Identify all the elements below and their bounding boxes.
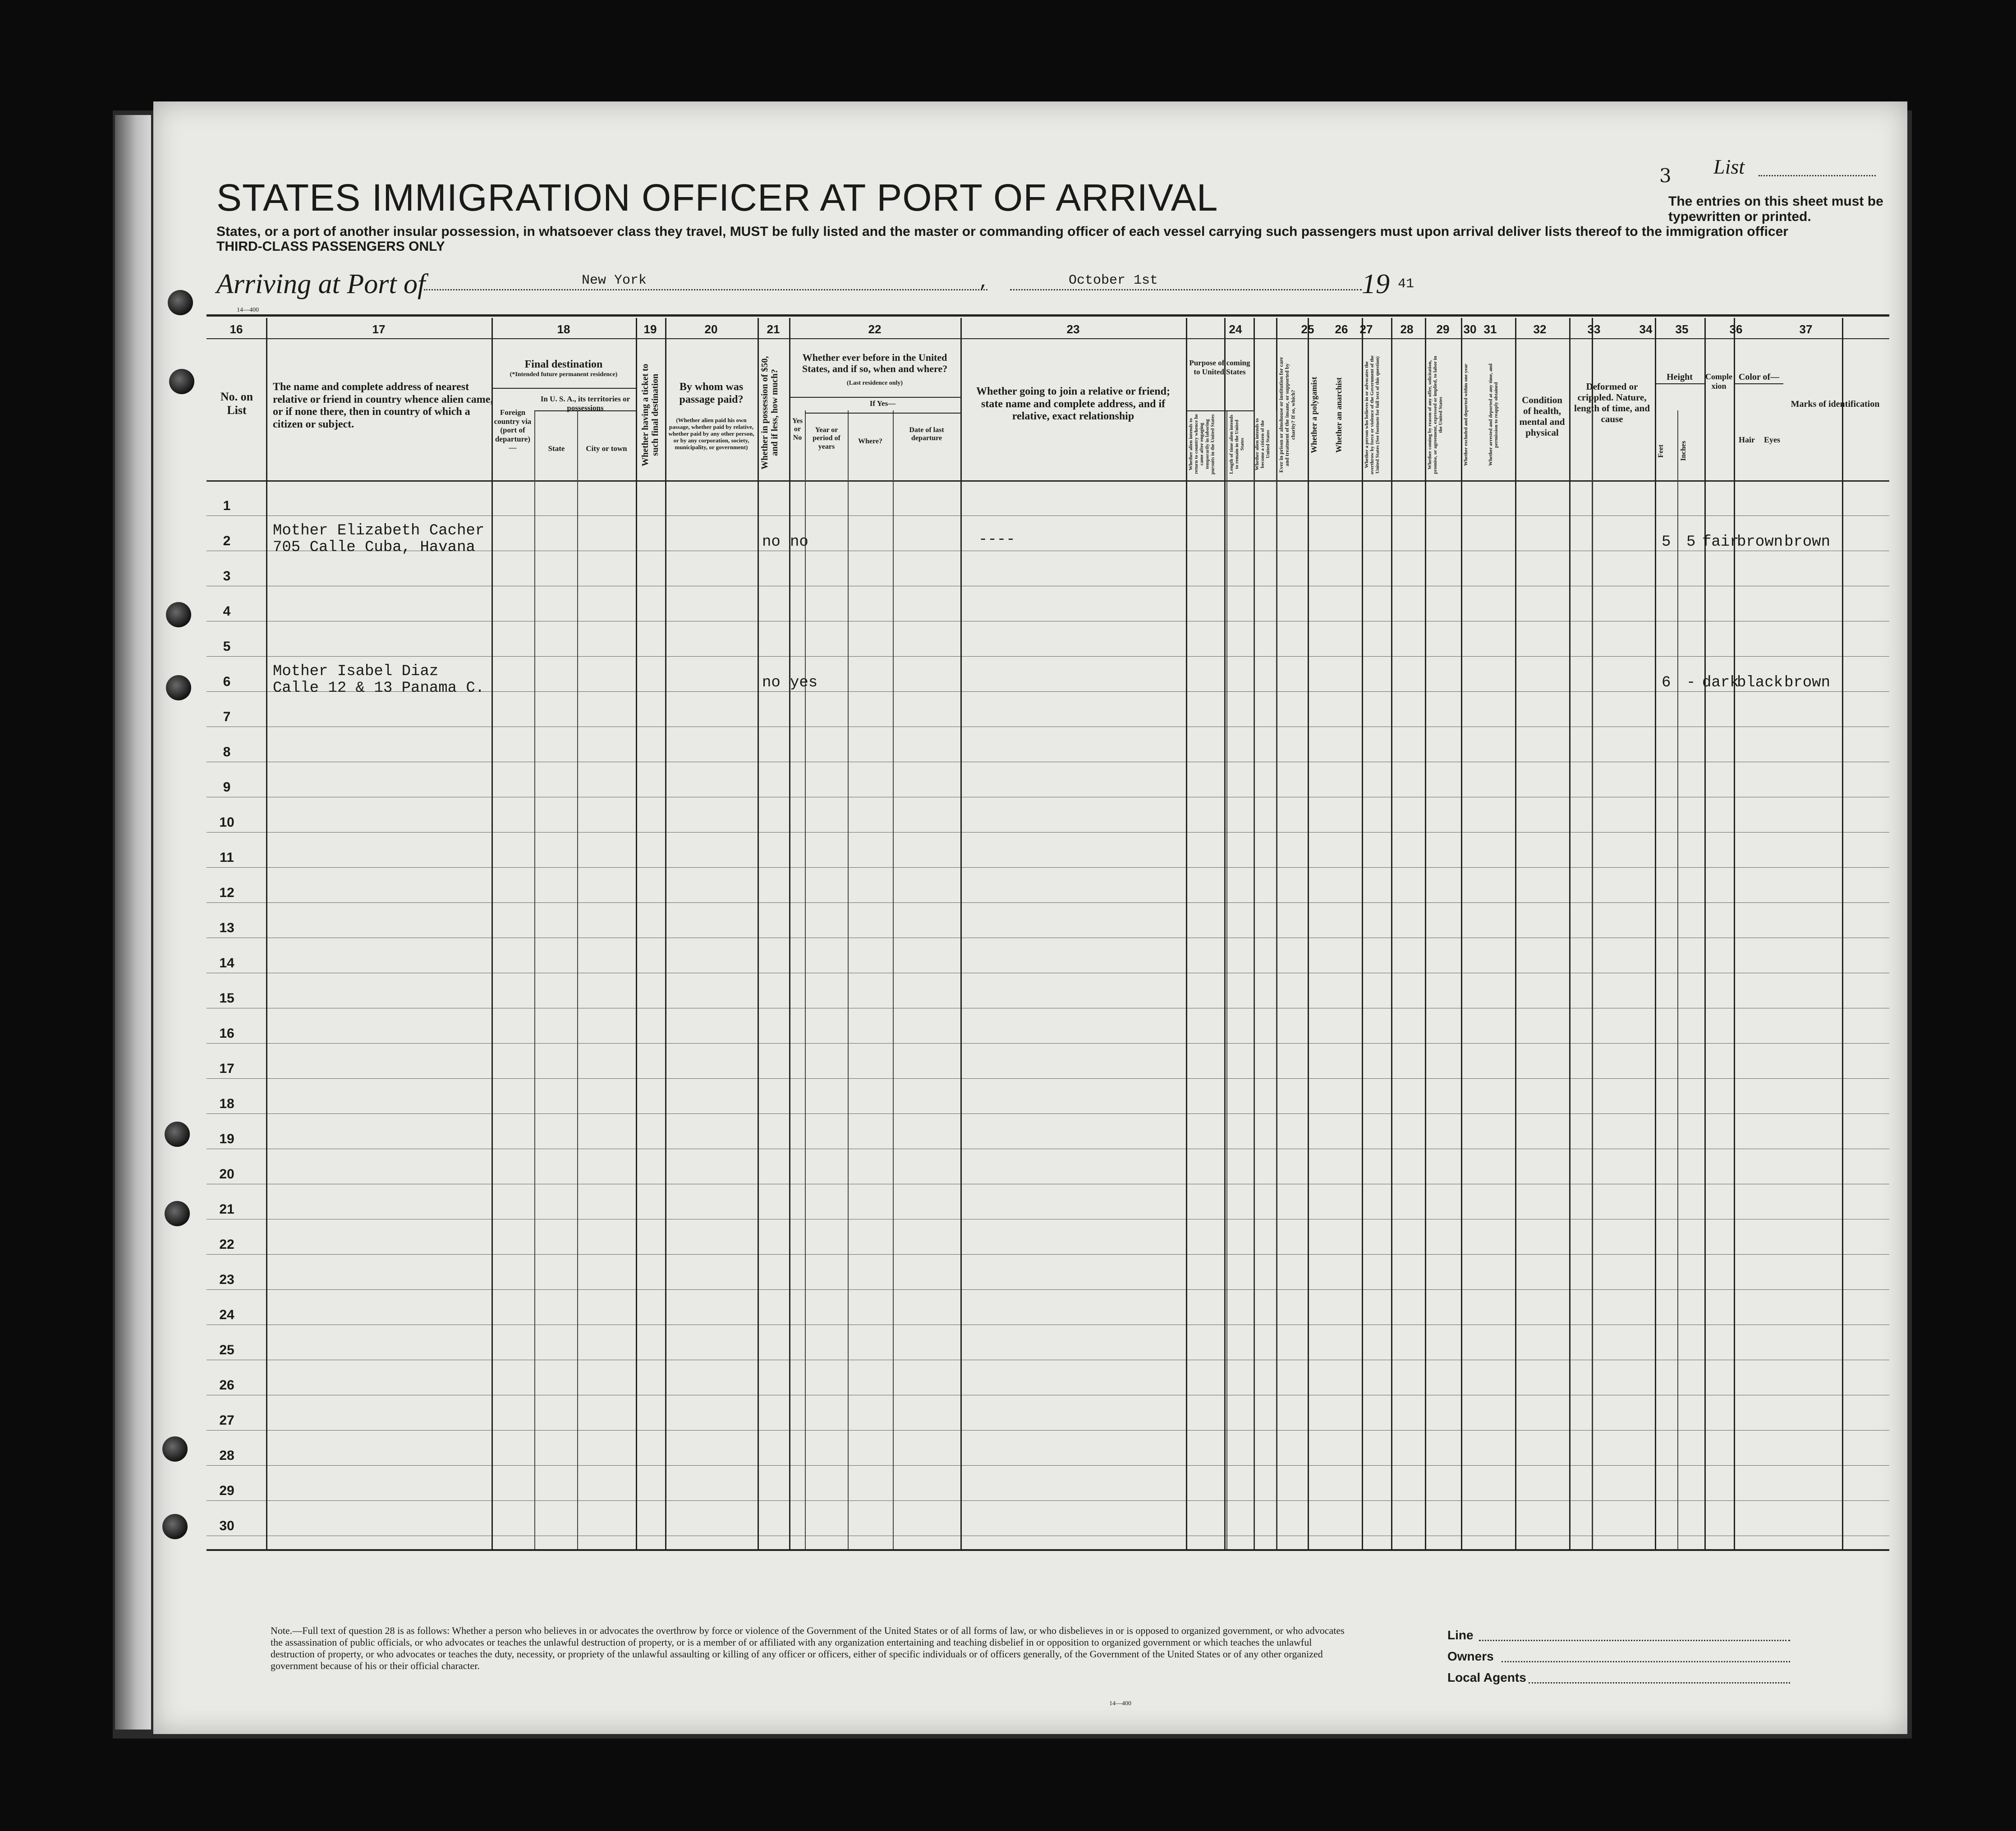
row-number: 24 <box>219 1307 234 1322</box>
sub-rule-36 <box>1734 383 1783 384</box>
header-in-usa: In U. S. A., its territories or possessions <box>540 395 630 412</box>
relative-address: 705 Calle Cuba, Havana <box>273 539 475 556</box>
row-rule <box>207 1043 1889 1044</box>
row-number: 11 <box>220 850 234 865</box>
subcolumn-rule <box>1276 410 1277 1549</box>
port-value: New York <box>582 273 647 288</box>
column-rule <box>1461 318 1462 1549</box>
row-number: 27 <box>219 1413 234 1428</box>
column-rule <box>636 318 637 1549</box>
line-dotline <box>1479 1639 1790 1641</box>
before-value: yes <box>790 674 818 691</box>
header-inches: Inches <box>1680 441 1687 461</box>
row-number: 23 <box>219 1272 234 1287</box>
owners-dotline <box>1502 1661 1790 1662</box>
column-rule <box>1734 318 1735 1549</box>
row-rule <box>207 1500 1889 1501</box>
subcolumn-rule <box>1226 410 1227 1549</box>
date-value: October 1st <box>1069 273 1158 288</box>
subcolumn-rule <box>534 410 535 1549</box>
join-value: ---- <box>978 531 1015 548</box>
header-state: State <box>548 444 565 453</box>
height-inches: 5 <box>1686 534 1696 551</box>
date-line <box>1010 289 1362 290</box>
row-rule <box>207 1289 1889 1290</box>
column-number: 33 <box>1587 322 1601 336</box>
column-rule <box>1391 318 1392 1549</box>
header-passage-paid-sub: (Whether alien paid his own passage, whether paid by relative, whether paid by any other person, or by any corporation, society, municipality, or government) <box>668 417 754 451</box>
entries-note: The entries on this sheet must be typewritten or printed. <box>1668 194 1883 224</box>
header-foreign-country: Foreign country via (port of departure)— <box>494 408 532 452</box>
row-number: 10 <box>219 815 234 830</box>
row-number: 5 <box>223 639 231 654</box>
column-rule <box>1362 318 1363 1549</box>
header-anarchist: Whether an anarchist <box>1334 377 1343 453</box>
list-line <box>1759 175 1876 176</box>
header-purpose-b: Length of time alien intends to remain in the United States <box>1229 414 1245 474</box>
hair-value: brown <box>1737 534 1783 551</box>
agents-label: Local Agents <box>1447 1670 1526 1684</box>
header-ever-before: Whether ever before in the United States, and if so, when and where? <box>802 352 948 375</box>
column-number: 30 <box>1463 322 1477 336</box>
subcolumn-rule <box>805 410 806 1549</box>
subcolumn-rule <box>577 410 578 1549</box>
header-complexion: Complexion <box>1705 372 1732 391</box>
hair-value: black <box>1737 674 1783 691</box>
column-number: 27 <box>1359 322 1373 336</box>
header-date-departure: Date of last departure <box>909 426 944 442</box>
sub-rule-34 <box>1655 383 1704 384</box>
row-number: 12 <box>219 885 234 900</box>
column-number: 34 <box>1639 322 1653 336</box>
column-rule <box>1842 318 1843 1549</box>
row-number: 6 <box>223 674 231 689</box>
row-rule <box>207 1113 1889 1114</box>
table-top-rule <box>207 314 1889 317</box>
column-rule <box>1515 318 1516 1549</box>
header-color-of: Color of— <box>1738 372 1780 382</box>
header-excluded: Whether excluded and deported within one year <box>1463 363 1469 466</box>
header-purpose-c: Whether alien intends to become a citizen of the United States <box>1254 418 1271 470</box>
column-rule <box>960 318 962 1549</box>
form-title: STATES IMMIGRATION OFFICER AT PORT OF ARRIVAL <box>216 176 1218 219</box>
agents-dotline <box>1529 1682 1790 1684</box>
height-feet: 6 <box>1662 674 1671 691</box>
punch-hole <box>169 369 194 394</box>
header-no-on-list: No. on List <box>220 390 253 417</box>
column-rule <box>1425 318 1426 1549</box>
column-rule <box>1569 318 1571 1549</box>
subcolumn-rule <box>1677 410 1678 1549</box>
column-rule <box>789 318 790 1549</box>
column-number: 36 <box>1729 322 1743 336</box>
header-final-destination: Final destination <box>524 359 603 370</box>
column-number: 21 <box>767 322 780 336</box>
port-line <box>424 289 987 290</box>
row-rule <box>207 1254 1889 1255</box>
column-number: 18 <box>557 322 570 336</box>
height-inches: - <box>1686 674 1696 691</box>
column-rule <box>491 318 493 1549</box>
column-number: 29 <box>1436 322 1450 336</box>
header-if-yes: If Yes— <box>869 399 896 408</box>
year-suffix: 41 <box>1398 276 1414 292</box>
header-arrested: Whether arrested and deported at any time, and permission to reapply obtained <box>1488 363 1499 466</box>
row-number: 30 <box>219 1518 234 1533</box>
punch-hole <box>165 1201 190 1226</box>
punch-hole <box>162 1514 188 1539</box>
row-rule <box>207 902 1889 903</box>
sub-rule-22 <box>789 397 960 398</box>
row-number: 22 <box>219 1237 234 1252</box>
row-number: 8 <box>223 745 231 759</box>
row-number: 18 <box>219 1096 234 1111</box>
subcolumn-rule <box>848 410 849 1549</box>
column-number: 19 <box>643 322 657 336</box>
row-rule <box>207 656 1889 657</box>
punch-hole <box>166 675 191 700</box>
row-number: 17 <box>219 1061 234 1076</box>
column-number: 35 <box>1675 322 1689 336</box>
header-prison: Ever in prison or almshouse or institution for care and treatment of the insane, or supported by charity? If so, which? <box>1278 357 1296 473</box>
header-ever-before-sub: (Last residence only) <box>846 380 903 386</box>
row-number: 14 <box>219 956 234 971</box>
row-number: 28 <box>219 1448 234 1463</box>
row-number: 26 <box>219 1378 234 1393</box>
number-row-rule <box>207 338 1889 339</box>
punch-hole <box>162 1436 188 1462</box>
manifest-sheet: STATES IMMIGRATION OFFICER AT PORT OF ARRIVAL States, or a port of another insular possession, in whatsoever class they travel, MUST be fully listed and the master or commanding officer of each vessel carrying such passengers must upon arrival deliver lists thereof to the immigration officer THIRD-CLASS PASSENGERS ONLY Arriving at Port of New York , October 1st 19 41 3 List The entries on this sheet must be typewritten or printed. 14—400 16 17 18 19 20 21 22 23 24 25 26 27 28 29 30 31 32 33 34 35 36 37 No. on List The name and complete address of nearest relative or friend in country whence alien came, or if none there, then in country of which a citizen or subject. Final destination (*Intended future permanent residence) Foreign country via (port of departure)— In U. S. A., its territories or possessions State City or town Whether having a ticket to such final destination By whom was passage paid? (Whether alien paid his own passage, whether paid by relative, whether paid by any other person, or by any corporation, society, municipality, or government) Whether in possession of $50, and if less, how much? Whether ever before in the United States, and if so, when and where? (Last residence only) If Yes— Yes or No Year or period of years Where? Date of last departure Whether going to join a relative or friend; state name and complete address, and if relative, exact relationship Purpose of coming to United States Whether alien intends to return to country whence he came after engaging temporarily in laboring pursuits in the United States Length of time alien intends to remain in the United States Whether alien intends to become a citizen of the United States Ever in prison or almshouse or institution for care and treatment of the insane, or supported by charity? If so, which? Whether a polygamist Whether an anarchist Whether a person who believes in or advocates the overthrow by force or violence of the Government of the United States (See footnote for full text of this question) Whether coming by reason of any offer, solicitation, promise, or agreement, expressed or implied, to labor in the United States Whether excluded and deported within one year Whether arrested and deported at any time, and permission to reapply obtained Condition of health, mental and physical Deformed or crippled. Nature, length of time, and cause Height Feet Inches Complexion Color of— Hair Eyes Marks of identification 1 2 Mother Elizabeth Cacher 705 Calle Cuba, Havana no no ---- 5 5 fair brown brown 3 4 5 6 Mother Isabel Diaz Calle 12 & 13 Panama C. no yes 6 - dark black brown 7 8 9 10 11 12 13 14 15 16 17 18 19 20 21 22 23 24 25 26 27 28 29 30 Note.—Full text of question 28 is as follows: Whether a person who believes in or advocates the overthrow by force or violence of the Government of the United States or of all forms of law, or who disbelieves in or is opposed to organized government, or who advocates the assassination of public officials, or who advocates or teaches the unlawful destruction of property, or is a member of or affiliated with any organization entertaining and teaching disbelief in or opposition to organized government or which teaches the unlawful destruction of property, or who advocates or teaches the duty, necessity, or propriety of the unlawful assaulting or killing of any officer or officers, either of specific individuals or of officers generally, of the Government of the United States or of any other organized government because of his or their official character. 14—400 Line Owners Local Agents <box>153 101 1907 1734</box>
row-number: 2 <box>223 534 231 548</box>
header-hair: Hair <box>1739 435 1755 444</box>
complexion-value: dark <box>1702 674 1739 691</box>
height-feet: 5 <box>1662 534 1671 551</box>
header-passage-paid: By whom was passage paid? <box>679 381 744 405</box>
header-join-relative: Whether going to join a relative or friend; state name and complete address, and if relative, exact relationship <box>976 386 1170 423</box>
row-rule <box>207 867 1889 868</box>
column-number: 31 <box>1483 322 1497 336</box>
column-number: 26 <box>1335 322 1348 336</box>
punch-hole <box>168 290 193 315</box>
class-line: THIRD-CLASS PASSENGERS ONLY <box>216 239 445 254</box>
row-rule <box>207 832 1889 833</box>
list-number: 3 <box>1659 165 1672 187</box>
row-number: 7 <box>223 709 231 724</box>
money-value: no <box>762 674 781 691</box>
header-polygamist: Whether a polygamist <box>1309 377 1318 453</box>
row-rule <box>207 1430 1889 1431</box>
arriving-label: Arriving at Port of <box>216 269 426 299</box>
column-number: 16 <box>230 322 243 336</box>
row-number: 4 <box>223 604 231 619</box>
row-number: 9 <box>223 780 231 795</box>
eyes-value: brown <box>1784 674 1831 691</box>
column-number: 28 <box>1400 322 1414 336</box>
header-ticket: Whether having a ticket to such final destination <box>640 363 660 466</box>
header-nearest-relative: The name and complete address of nearest relative or friend in country whence alien came, or if none there, then in country of which a citizen or subject. <box>273 381 493 430</box>
column-number: 20 <box>704 322 718 336</box>
column-rule <box>1186 318 1187 1549</box>
before-value: no <box>790 534 808 551</box>
row-number: 13 <box>219 920 234 935</box>
sub-rule-22b <box>805 413 960 414</box>
form-code-bottom: 14—400 <box>1109 1700 1131 1707</box>
column-number: 37 <box>1799 322 1813 336</box>
header-where: Where? <box>858 437 882 445</box>
column-number: 32 <box>1533 322 1547 336</box>
relative-address: Calle 12 & 13 Panama C. <box>273 680 485 697</box>
column-rule <box>1704 318 1706 1549</box>
header-yes-no: Yes or No <box>792 417 803 442</box>
subcolumn-rule <box>1592 410 1593 1549</box>
footer-note: Note.—Full text of question 28 is as follows: Whether a person who believes in or advocates the overthrow by force or violence of the Government of the United States or of all forms of law, or who disbelieves in or is opposed to organized government, or who advocates the assassination of public officials, or who advocates or teaches the unlawful destruction of property, or is a member of or affiliated with any organization entertaining and teaching disbelief in or opposition to organized government or which teaches the unlawful destruction of property, or who advocates or teaches the duty, necessity, or propriety of the unlawful assaulting or killing of any officer or officers, either of specific individuals or of officers generally, of the Government of the United States or of any other organized government because of his or their official character. <box>271 1625 1345 1671</box>
row-number: 16 <box>219 1026 234 1041</box>
header-bottom-rule <box>207 480 1889 482</box>
year-prefix: 19 <box>1362 269 1390 299</box>
form-code-top: 14—400 <box>237 307 259 313</box>
row-number: 1 <box>223 498 231 513</box>
row-rule <box>207 515 1889 516</box>
header-final-destination-sub: (*Intended future permanent residence) <box>510 371 618 378</box>
row-number: 19 <box>219 1132 234 1146</box>
subcolumn-rule <box>893 410 894 1549</box>
row-rule <box>207 1078 1889 1079</box>
column-number: 22 <box>868 322 882 336</box>
eyes-value: brown <box>1784 534 1831 551</box>
table-bottom-rule <box>207 1549 1889 1551</box>
relative-name: Mother Elizabeth Cacher <box>273 522 485 539</box>
header-purpose: Purpose of coming to United States <box>1189 359 1250 376</box>
header-deformed: Deformed or crippled. Nature, length of time, and cause <box>1574 381 1650 425</box>
column-rule <box>758 318 759 1549</box>
column-number: 17 <box>372 322 386 336</box>
list-label: List <box>1713 155 1745 178</box>
header-feet: Feet <box>1657 444 1665 458</box>
header-purpose-a: Whether alien intends to return to country whence he came after engaging temporarily in laboring pursuits in the United States <box>1188 414 1216 474</box>
column-number: 23 <box>1066 322 1080 336</box>
header-overthrow: Whether a person who believes in or advocates the overthrow by force or violence of the Government of the United States (See footnote for full text of this question) <box>1364 355 1381 474</box>
punch-hole <box>165 1122 190 1147</box>
header-offer-labor: Whether coming by reason of any offer, solicitation, promise, or agreement, expressed or implied, to labor in the United States <box>1427 356 1444 474</box>
row-number: 29 <box>219 1483 234 1498</box>
column-rule <box>1308 318 1309 1549</box>
punch-hole <box>166 602 191 627</box>
complexion-value: fair <box>1702 534 1739 551</box>
row-number: 25 <box>219 1343 234 1357</box>
header-health: Condition of health, mental and physical <box>1519 395 1565 438</box>
money-value: no <box>762 534 781 551</box>
owners-label: Owners <box>1447 1649 1494 1663</box>
relative-name: Mother Isabel Diaz <box>273 663 439 680</box>
row-number: 15 <box>219 991 234 1006</box>
sub-rule-18 <box>491 388 636 389</box>
row-number: 20 <box>219 1167 234 1182</box>
row-number: 21 <box>219 1202 234 1217</box>
row-number: 3 <box>223 569 231 584</box>
binding-edge <box>115 115 151 1730</box>
header-fifty-dollars: Whether in possession of $50, and if less, how much? <box>760 356 780 469</box>
column-rule <box>1224 318 1226 1549</box>
header-year: Year or period of years <box>813 426 840 451</box>
column-rule <box>665 318 666 1549</box>
header-height: Height <box>1667 372 1693 382</box>
form-subtitle: States, or a port of another insular possession, in whatsoever class they travel, MUST be fully listed and the master or commanding officer of each vessel carrying such passengers must upon arrival deliver lists thereof to the immigration officer <box>216 224 1788 239</box>
row-rule <box>207 1465 1889 1466</box>
header-marks: Marks of identification <box>1791 399 1880 409</box>
line-label: Line <box>1447 1628 1474 1642</box>
column-rule <box>266 318 267 1549</box>
column-number: 25 <box>1301 322 1314 336</box>
header-eyes: Eyes <box>1764 435 1780 444</box>
header-city: City or town <box>586 444 627 453</box>
column-rule <box>1655 318 1656 1549</box>
sub-rule-24 <box>1186 410 1254 411</box>
column-number: 24 <box>1229 322 1242 336</box>
